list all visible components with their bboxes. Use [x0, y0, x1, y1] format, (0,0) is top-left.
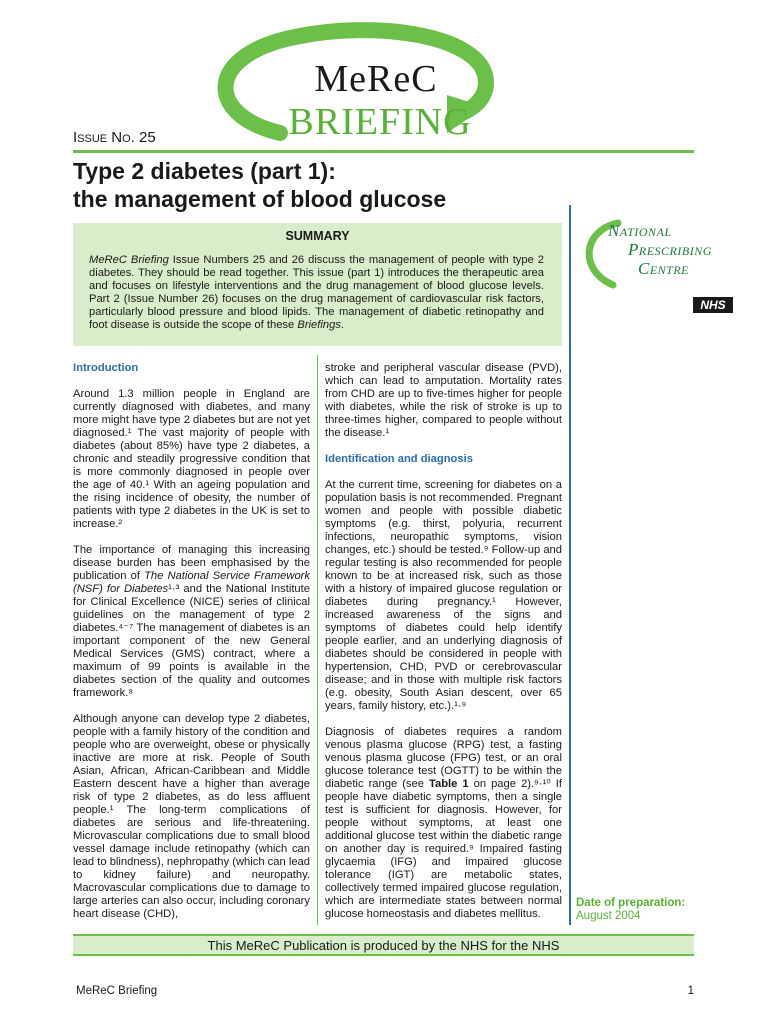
summary-heading: SUMMARY [285, 229, 350, 243]
introduction-heading: Introduction [73, 362, 139, 374]
footer-publication-name: MeReC Briefing [76, 985, 158, 997]
header-rule [73, 150, 694, 153]
summary-box [73, 223, 562, 346]
page-number: 1 [687, 985, 694, 997]
intro-p2-text-a: The importance of managing this increasing disease burden has been emphasised by the publication of [73, 544, 310, 582]
nhs-publication-banner: This MeReC Publication is produced by the NHS for the NHS [73, 934, 694, 956]
intro-paragraph-2 [73, 544, 310, 700]
identification-paragraph-1: At the current time, screening for diabetes on a population basis is not recommended. Pregnant women and people with possible diabetic symptoms (e.g. thirst, polyuria, recurrent infections, neuropathic symptoms, vision changes, etc.) should be tested.⁹ Follow-up and regular testing is also recommended for people known to be at increased risk, such as those with a history of impaired glucose regulation or diabetes during pregnancy.¹ However, increased awareness of the signs and symptoms of diabetes could help identify people earlier, and an underlying diagnosis of diabetes should be considered in people with hypertension, CHD, PVD or cerebrovascular disease; and in those with multiple risk factors (e.g. obesity, South Asian descent, over 65 years, family history, etc.).¹·⁹ [325, 479, 562, 712]
document-title [73, 157, 573, 213]
preparation-date: August 2004 [576, 910, 641, 922]
right-paragraph-0: stroke and peripheral vascular disease (PVD), which can lead to amputation. Mortality rates from CHD are up to five-times higher for people with diabetes, while the risk of stroke is up to three-times higher, compared to people without the disease.¹ [325, 362, 562, 439]
summary-end: . [340, 319, 344, 331]
diag-text-a: Diagnosis of diabetes requires a random venous plasma glucose (RPG) test, a fasting venous plasma glucose (FPG) test, or an oral glucose tolerance test (OGTT) to be within the diabetic range (see [325, 726, 562, 790]
brand-merec: MeReC [314, 58, 438, 100]
preparation-label: Date of preparation: [576, 897, 686, 909]
summary-text [89, 254, 544, 332]
diag-text-b: on page 2).⁹·¹⁰ If people have diabetic symptoms, then a single test is sufficient for diagnosis. However, for people without symptoms, at least one additional glucose test within the diabetic range on another day is required.⁹ Impaired fasting glycaemia (IFG) and impaired glucose tolerance (IGT) are metabolic states, collectively termed impaired glucose regulation, which are intermediate states between normal glucose homeostasis and diabetes mellitus. [325, 778, 562, 920]
npc-line-2: Prescribing [628, 240, 712, 259]
right-column [325, 362, 562, 934]
summary-brief-name: MeReC Briefing [89, 254, 169, 266]
brand-briefing: BRIEFING [288, 101, 472, 143]
npc-line-1: National [608, 221, 672, 240]
issue-number: Issue No. 25 [73, 129, 156, 146]
identification-heading: Identification and diagnosis [325, 453, 473, 465]
npc-line-3: Centre [638, 259, 690, 278]
intro-paragraph-1: Around 1.3 million people in England are currently diagnosed with diabetes, and many more might have type 2 diabetes but are not yet diagnosed.¹ The vast majority of people with diabetes (about 85%) have type 2 diabetes, a chronic and steadily progressive condition that is more commonly diagnosed in people over the age of 40.¹ With an ageing population and the rising incidence of obesity, the number of patients with type 2 diabetes in the UK is set to increase.² [73, 388, 310, 530]
nsf-title: The National Service Framework (NSF) for Diabetes [73, 570, 310, 595]
intro-p2-text-b: ¹·³ and the National Institute for Clinical Excellence (NICE) series of clinical guidelines on the management of type 2 diabetes.⁴⁻⁷ The management of diabetes is an important component of the new General Medical Services (GMS) contract, where a maximum of 99 points is available in the diabetes section of the quality and outcomes framework.⁸ [73, 583, 310, 699]
column-divider [317, 355, 318, 925]
summary-body: Issue Numbers 25 and 26 discuss the management of people with type 2 diabetes. They should be read together. This issue (part 1) introduces the therapeutic area and focuses on lifestyle interventions and the drug management of blood glucose levels. Part 2 (Issue Number 26) focuses on the drug management of cardiovascular risk factors, particularly blood pressure and blood lipids. The management of diabetic retinopathy and foot disease is outside the scope of these [89, 254, 544, 331]
right-margin-rule [569, 205, 571, 925]
title-line-1: Type 2 diabetes (part 1): [73, 158, 336, 184]
npc-logo [578, 215, 748, 315]
identification-paragraph-2 [325, 726, 562, 921]
nhs-logo: NHS [693, 297, 733, 313]
title-line-2: the management of blood glucose [73, 186, 447, 212]
left-column [73, 362, 310, 934]
summary-briefings-word: Briefings [297, 319, 341, 331]
intro-paragraph-3: Although anyone can develop type 2 diabetes, people with a family history of the condition and people who are overweight, obese or physically inactive are more at risk. People of South Asian, African, African-Caribbean and Middle Eastern descent have a higher than average risk of type 2 diabetes, as do less affluent people.¹ The long-term complications of diabetes are serious and life-threatening. Microvascular complications due to small blood vessel damage include retinopathy (which can lead to blindness), nephropathy (which can lead to kidney failure) and neuropathy. Macrovascular complications due to damage to large arteries can also occur, including coronary heart disease (CHD), [73, 713, 310, 920]
table-1-reference: Table 1 [428, 778, 469, 790]
